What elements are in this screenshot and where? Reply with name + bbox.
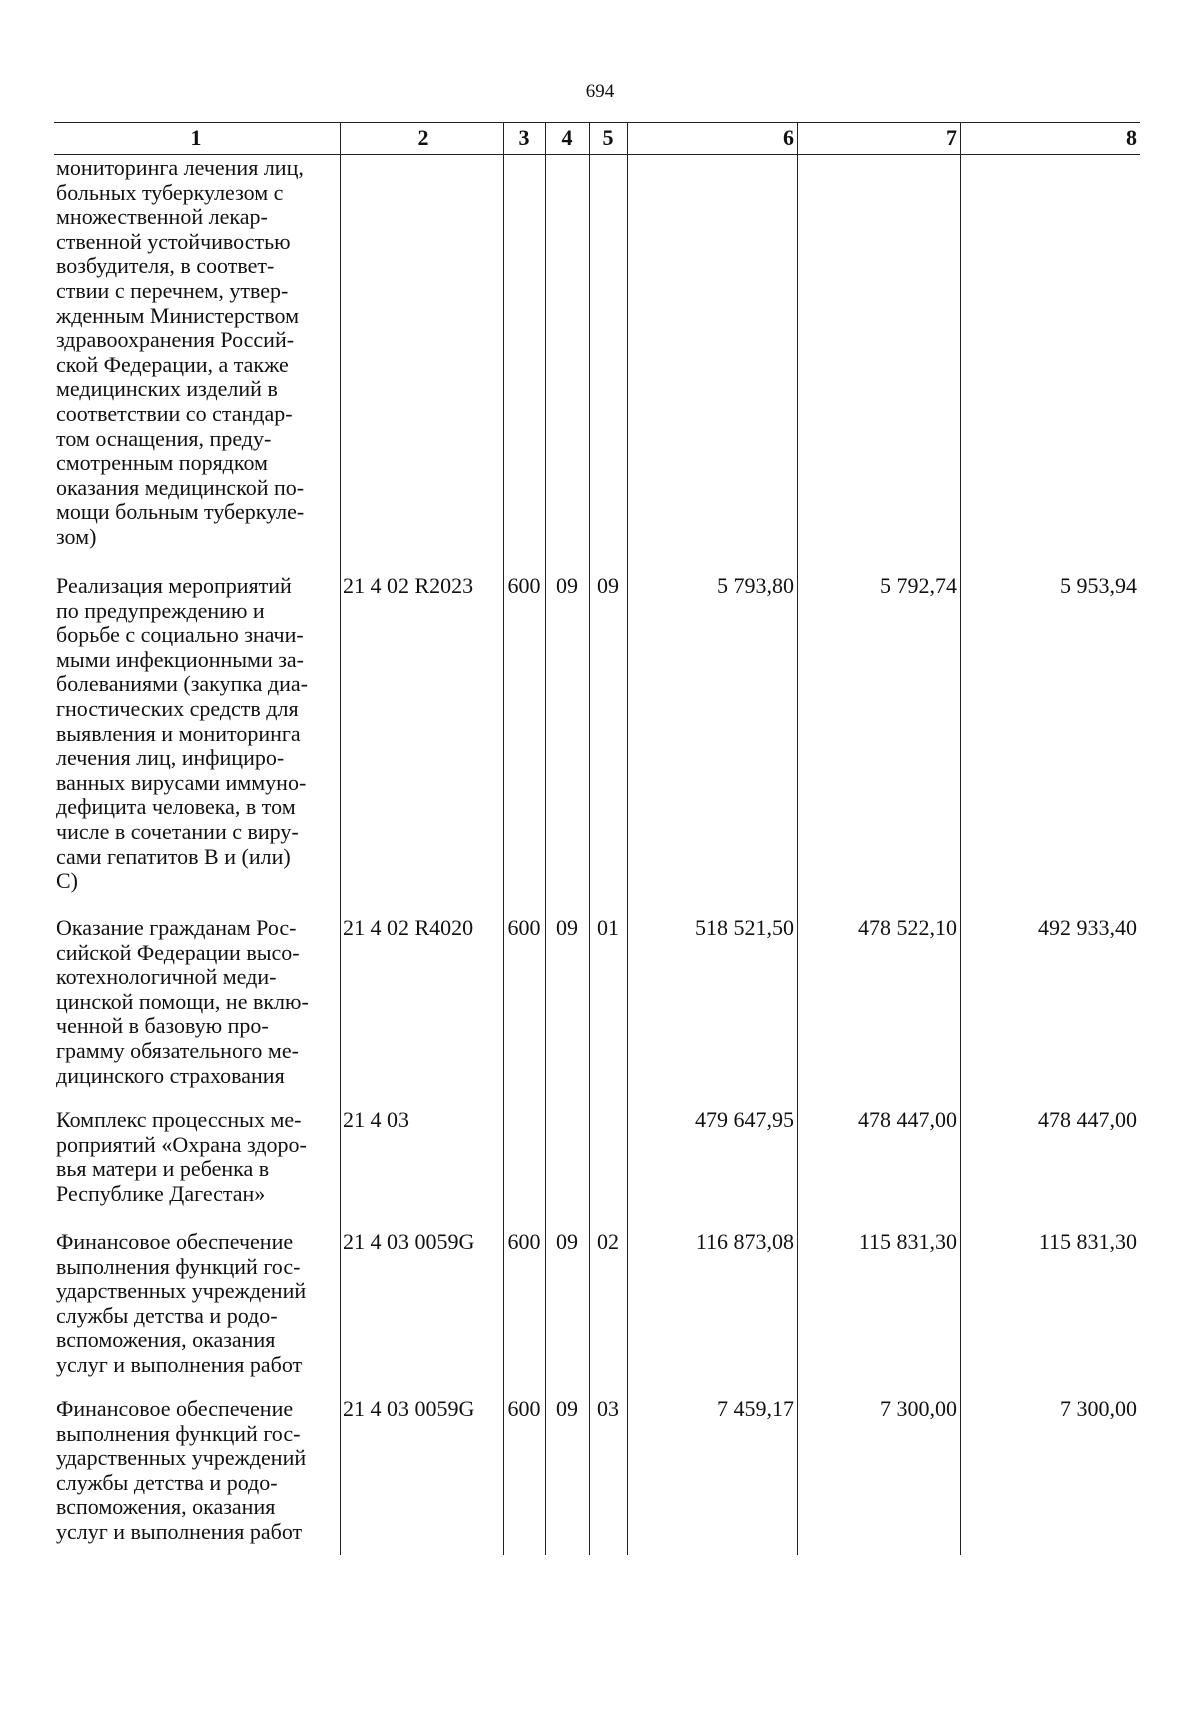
row-value-2: 7 300,00 xyxy=(880,1396,957,1421)
table-row xyxy=(54,1230,1140,1378)
row-rz: 09 xyxy=(556,573,578,598)
row-value-3 xyxy=(960,156,1140,550)
table-row xyxy=(54,1397,1140,1545)
row-pr: 03 xyxy=(597,1396,619,1421)
header-col-3: 3 xyxy=(518,125,530,150)
row-value-2: 5 792,74 xyxy=(880,573,957,598)
row-description: Комплекс процессных ме- роприятий «Охрана здоро- вья матери и ребенка в Республике Дагестан» xyxy=(56,1107,307,1206)
row-code: 21 4 02 R2023 xyxy=(343,573,474,598)
row-rz xyxy=(545,156,589,550)
row-pr: 09 xyxy=(597,573,619,598)
row-vr xyxy=(503,156,545,550)
row-vr: 600 xyxy=(507,1396,541,1421)
header-col-1: 1 xyxy=(190,125,202,150)
row-code: 21 4 03 xyxy=(343,1107,409,1132)
row-value-2: 115 831,30 xyxy=(858,1229,957,1254)
row-rz xyxy=(545,1108,589,1206)
table-header xyxy=(54,122,1140,154)
header-col-7: 7 xyxy=(946,125,957,150)
row-rz: 09 xyxy=(556,1229,578,1254)
row-value-3: 492 933,40 xyxy=(1038,915,1137,940)
table-row xyxy=(54,156,1140,550)
table-row xyxy=(54,916,1140,1088)
row-value-1: 479 647,95 xyxy=(695,1107,794,1132)
row-rz: 09 xyxy=(556,1396,578,1421)
row-vr: 600 xyxy=(507,573,541,598)
row-value-3: 7 300,00 xyxy=(1060,1396,1137,1421)
row-vr: 600 xyxy=(507,915,541,940)
row-code xyxy=(340,156,503,550)
header-col-4: 4 xyxy=(561,125,573,150)
row-value-1 xyxy=(627,156,797,550)
table-row xyxy=(54,574,1140,894)
row-description: Финансовое обеспечение выполнения функций гос- ударственных учреждений службы детства и родо- вспоможения, оказания услуг и выполнения работ xyxy=(56,1396,307,1544)
row-value-1: 5 793,80 xyxy=(717,573,794,598)
header-col-2: 2 xyxy=(417,125,429,150)
header-col-6: 6 xyxy=(783,125,794,150)
header-col-8: 8 xyxy=(1126,125,1137,150)
row-value-3: 478 447,00 xyxy=(1038,1107,1137,1132)
row-description: мониторинга лечения лиц, больных туберкулезом с множественной лекар- ственной устойчивостью возбудителя, в соответ- ствии с перечнем, утвер- жденным Министерством здравоохранения Россий- ской Федерации, а также медицинских изделий в соответствии со стандар- том оснащения, преду- смотренным порядком оказания медицинской по- мощи больным туберкуле- зом) xyxy=(56,155,305,549)
budget-table xyxy=(54,122,1140,1555)
row-value-3: 5 953,94 xyxy=(1060,573,1137,598)
header-col-5: 5 xyxy=(602,125,614,150)
row-description: Реализация мероприятий по предупреждению и борьбе с социально значи- мыми инфекционными за- болеваниями (закупка диа- гностических средств для выявления и мониторинга лечения лиц, инфициро- ванных вирусами иммуно- дефицита человека, в том числе в сочетании с виру- сами гепатитов В и (или) С) xyxy=(56,573,308,894)
row-description: Оказание гражданам Рос- сийской Федерации высо- котехнологичной меди- цинской помощи, не вклю- ченной в базовую про- грамму обязательного ме- дицинского страхования xyxy=(56,915,309,1088)
row-value-2: 478 522,10 xyxy=(858,915,957,940)
row-pr: 01 xyxy=(597,915,619,940)
table-row xyxy=(54,1108,1140,1206)
row-code: 21 4 03 0059G xyxy=(343,1229,475,1254)
row-value-2: 478 447,00 xyxy=(858,1107,957,1132)
row-value-3: 115 831,30 xyxy=(1038,1229,1137,1254)
page-number: 694 xyxy=(585,81,615,102)
row-vr: 600 xyxy=(507,1229,541,1254)
row-value-2 xyxy=(797,156,960,550)
row-vr xyxy=(503,1108,545,1206)
row-value-1: 518 521,50 xyxy=(695,915,794,940)
row-code: 21 4 02 R4020 xyxy=(343,915,474,940)
row-rz: 09 xyxy=(556,915,578,940)
row-value-1: 7 459,17 xyxy=(717,1396,794,1421)
row-pr: 02 xyxy=(597,1229,619,1254)
row-pr xyxy=(589,1108,627,1206)
row-description: Финансовое обеспечение выполнения функций гос- ударственных учреждений службы детства и родо- вспоможения, оказания услуг и выполнения работ xyxy=(56,1229,307,1377)
row-pr xyxy=(589,156,627,550)
row-code: 21 4 03 0059G xyxy=(343,1396,475,1421)
row-value-1: 116 873,08 xyxy=(695,1229,794,1254)
